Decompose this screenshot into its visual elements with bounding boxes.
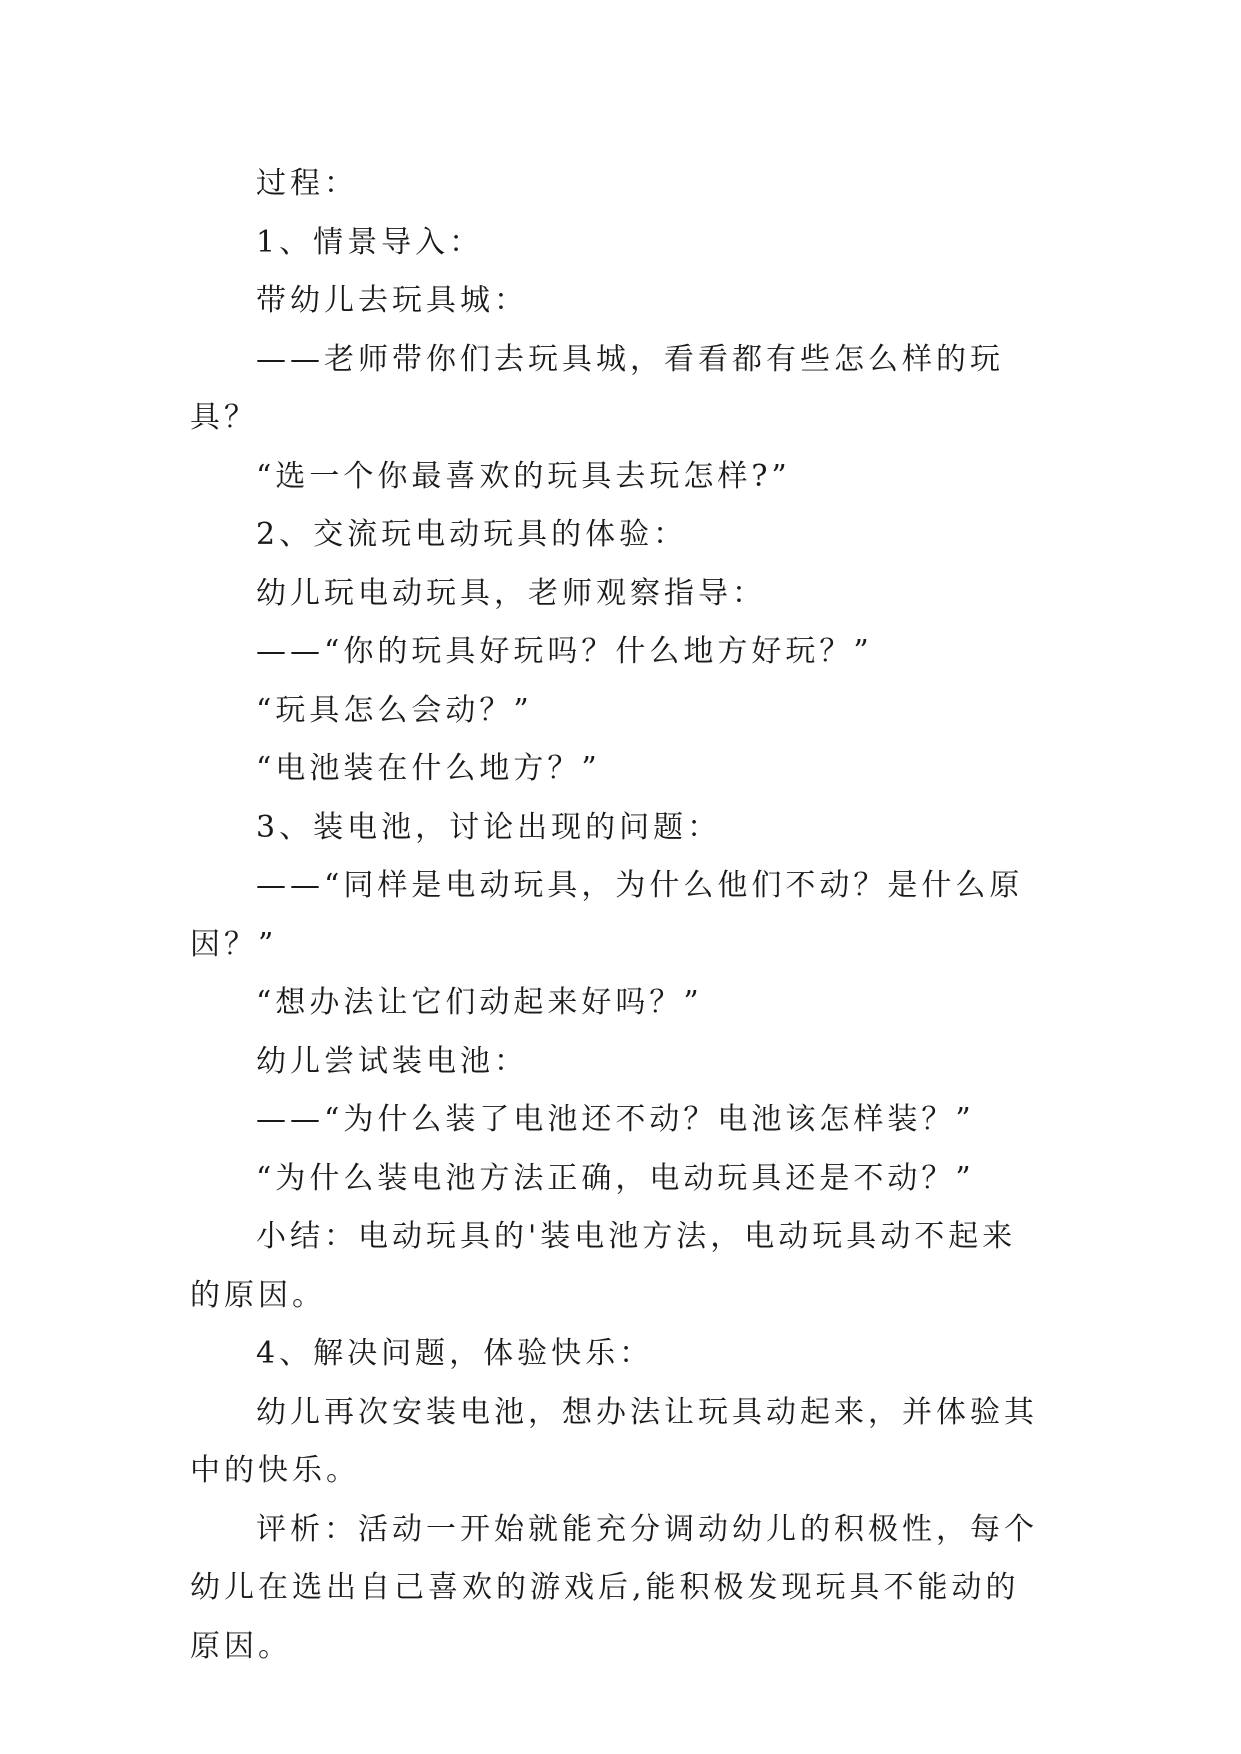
paragraph: ——“同样是电动玩具，为什么他们不动？是什么原因？” [190, 868, 1024, 962]
paragraph: “选一个你最喜欢的玩具去玩怎样?” [256, 458, 791, 494]
paragraph: ——老师带你们去玩具城，看看都有些怎么样的玩具？ [190, 341, 1004, 435]
paragraph: 幼儿尝试装电池： [256, 1043, 528, 1079]
paragraph: “电池装在什么地方？” [256, 751, 601, 786]
paragraph-evaluation: 评析：活动一开始就能充分调动幼儿的积极性，每个幼儿在选出自己喜欢的游戏后,能积极发现玩具不能动的原因。 [190, 1511, 1038, 1664]
paragraph: “玩具怎么会动？” [256, 692, 533, 728]
paragraph-step-1-heading: 1、情景导入： [256, 224, 484, 260]
paragraph: 幼儿玩电动玩具，老师观察指导： [256, 575, 766, 611]
paragraph-step-2-heading: 2、交流玩电动玩具的体验： [256, 517, 688, 552]
paragraph: ——“为什么装了电池还不动？电池该怎样装？” [256, 1102, 975, 1137]
paragraph-step-4-heading: 4、解决问题，体验快乐： [256, 1336, 654, 1371]
document-body [190, 155, 1050, 1676]
paragraph: 幼儿再次安装电池，想办法让玩具动起来，并体验其中的快乐。 [190, 1394, 1038, 1488]
paragraph-process-heading: 过程： [256, 166, 358, 201]
paragraph: “想办法让它们动起来好吗？” [256, 985, 703, 1020]
paragraph-step-3-heading: 3、装电池，讨论出现的问题： [256, 809, 722, 845]
paragraph-summary: 小结：电动玩具的'装电池方法，电动玩具动不起来的原因。 [190, 1219, 1017, 1313]
paragraph: ——“你的玩具好玩吗？什么地方好玩？” [256, 634, 873, 669]
paragraph: “为什么装电池方法正确，电动玩具还是不动？” [256, 1160, 975, 1196]
paragraph: 带幼儿去玩具城： [256, 283, 528, 318]
